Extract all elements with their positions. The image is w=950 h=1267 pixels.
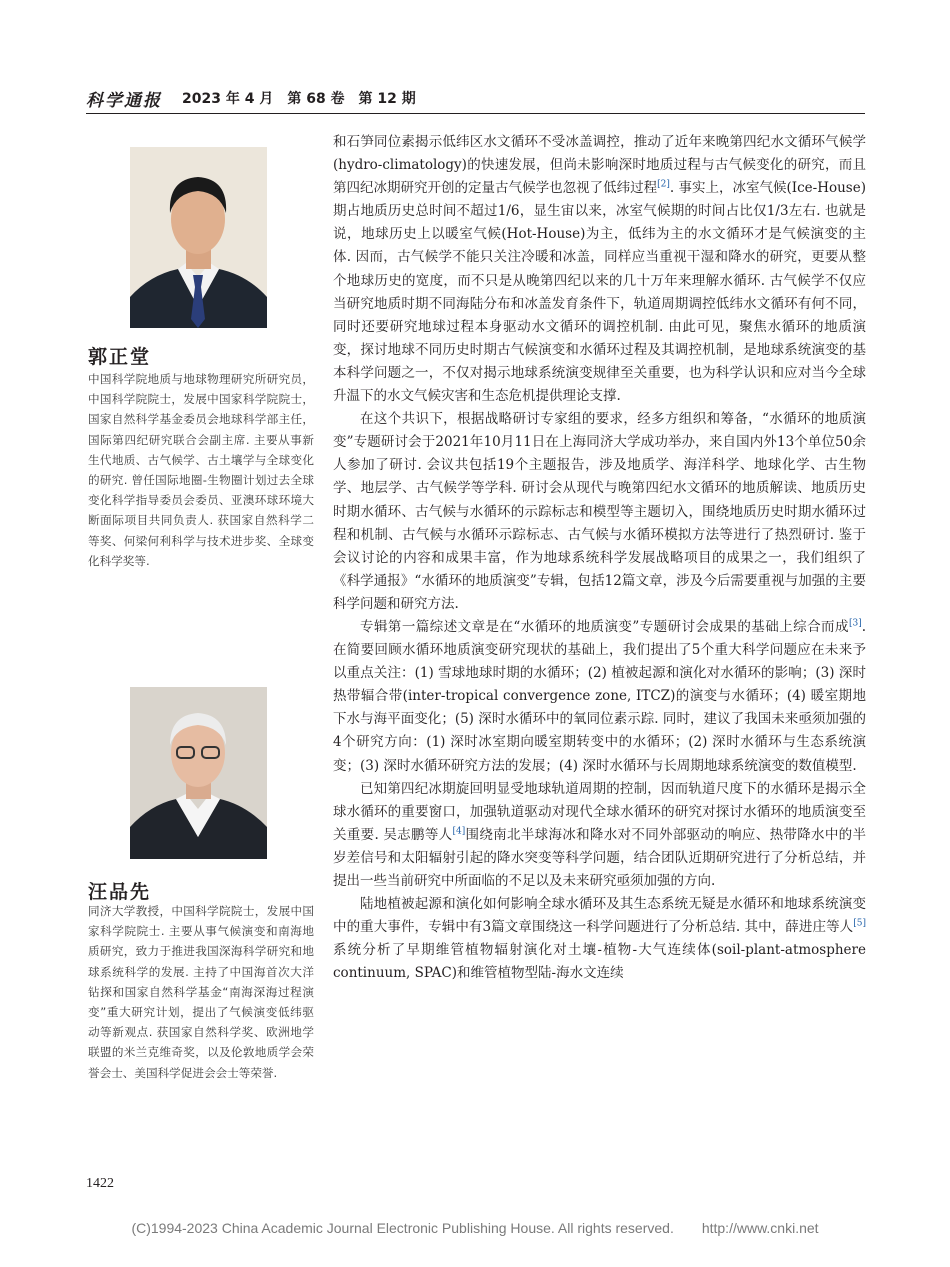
body-paragraph-2: 在这个共识下，根据战略研讨专家组的要求，经多方组织和筹备，“水循环的地质演变”专题研讨会于2021年10月11日在上海同济大学成功举办，来自国内外13个单位50余人参加了研讨. 会议共包括19个主题报告，涉及地质学、海洋科学、地球化学、古生物学、地层学、古气候学等学科. 研讨会从现代与晚第四纪水文循环的地质解读、地质历史时期水循环、古气候与水循环的示踪标志和模型等主题切入，围绕地质历史时期水循环过程和机制、古气候与水循环示踪标志、古气候与水循环模拟方法等进行了热烈研讨. 鉴于会议讨论的内容和成果丰富，作为地球系统科学发展战略项目的成果之一，我们组织了《科学通报》“水循环的地质演变”专辑，包括12篇文章，涉及今后需要重视与加强的主要科学问题和研究方法. [333, 411, 866, 612]
body-paragraph-1 [333, 131, 866, 408]
bio-name-guo: 郭正堂 [88, 346, 152, 368]
paragraph-text: 围绕南北半球海冰和降水对不同外部驱动的响应、热带降水中的半岁差信号和太阳辐射引起的降水突变等科学问题，结合团队近期研究进行了分析总结，并提出一些当前研究中所面临的不足以及未来研究亟须加强的方向. [333, 826, 866, 889]
bio-text-guo: 中国科学院地质与地球物理研究所研究员，中国科学院院士，发展中国家科学院院士，国家自然科学基金委员会地球科学部主任，国际第四纪研究联合会副主席. 主要从事新生代地质、古气候学、古土壤学与全球变化的研究. 曾任国际地圈-生物圈计划过去全球变化科学指导委员会委员、亚澳环球环境大断面际项目共同负责人. 获国家自然科学二等奖、何梁何利科学与技术进步奖、全球变化科学奖等. [88, 372, 314, 568]
paragraph-text: 系统分析了早期维管植物辐射演化对土壤-植物-大气连续体(soil-plant-atmosphere continuum, SPAC)和维管植物型陆-海水文连续 [333, 942, 866, 982]
portrait-photo-wang [130, 687, 267, 859]
copyright-footer: (C)1994-2023 China Academic Journal Electronic Publishing House. All rights reserved. http://www.cnki.net [131, 1220, 819, 1236]
portrait-wang-image [130, 687, 267, 859]
issue-info: 2023 年 4 月 第 68 卷 第 12 期 [182, 91, 416, 107]
body-paragraph-5 [333, 893, 866, 985]
portrait-photo-guo [130, 147, 267, 328]
paragraph-text: 专辑第一篇综述文章是在“水循环的地质演变”专题研讨会成果的基础上综合而成 [360, 618, 849, 635]
citation-3[interactable]: [3] [848, 618, 862, 629]
page-number: 1422 [86, 1176, 114, 1191]
paragraph-text: . 事实上，冰室气候(Ice-House)期占地质历史总时间不超过1/6，显生宙以来，冰室气候期的时间占比仅1/3左右. 也就是说，地球历史上以暖室气候(Hot-House)为主，低纬为主的水文循环才是气候演变的主体. 因而，古气候学不能只关注冷暖和冰盖，同样应当重视干湿和降水的研究，更要从整个地球历史的宽度，而不只是从晚第四纪以来的几十万年来理解水循环. 古气候学不仅应当研究地质时期不同海陆分布和冰盖发育条件下，轨道周期调控低纬水文循环有何不同，同时还要研究地球过程本身驱动水文循环的调控机制. 由此可见，聚焦水循环的地质演变，探讨地球不同历史时期古气候演变和水循环过程及其调控机制，是地球系统演变的基本科学问题之一，不仅对揭示地球系统演变规律至关重要，也为科学认识和应对当今全球升温下的水文气候灾害和生态危机提供理论支撑. [333, 180, 866, 405]
citation-2[interactable]: [2] [657, 179, 670, 190]
paragraph-text: . 在简要回顾水循环地质演变研究现状的基础上，我们提出了5个重大科学问题应在未来予以重点关注：(1) 雪球地球时期的水循环；(2) 植被起源和演化对水循环的影响；(3) 深时热带辐合带(inter-tropical convergence zone, ITCZ)的演变与水循环；(4) 暖室期地下水与海平面变化；(5) 深时水循环中的氧同位素示踪. 同时，建议了我国未来亟须加强的4个研究方向：(1) 深时冰室期向暖室期转变中的水循环；(2) 深时水循环与生态系统演变；(3) 深时水循环研究方法的发展；(4) 深时水循环与长周期地球系统演变的数值模型. [333, 618, 866, 774]
body-paragraph-3 [333, 616, 866, 778]
bio-text-wang: 同济大学教授，中国科学院院士，发展中国家科学院院士. 主要从事气候演变和南海地质研究，致力于推进我国深海科学研究和地球系统科学的发展. 主持了中国海首次大洋钻探和国家自然科学基金“南海深海过程演变”重大研究计划，提出了气候演变低纬驱动等新观点. 获国家自然科学奖、欧洲地学联盟的米兰克维奇奖，以及伦敦地质学会荣誉会士、美国科学促进会会士等荣誉. [88, 904, 314, 1080]
citation-5[interactable]: [5] [853, 918, 866, 929]
body-paragraph-4 [333, 778, 866, 893]
paragraph-text: 陆地植被起源和演化如何影响全球水循环及其生态系统无疑是水循环和地球系统演变中的重大事件，专辑中有3篇文章围绕这一科学问题进行了分析总结. 其中，薛进庄等人 [333, 896, 866, 936]
header-rule [86, 113, 865, 114]
article-body [333, 131, 866, 985]
bio-name-wang: 汪品先 [88, 881, 152, 903]
paragraph-text: 已知第四纪冰期旋回明显受地球轨道周期的控制，因而轨道尺度下的水循环是揭示全球水循环的重要窗口，加强轨道驱动对现代全球水循环的研究对探讨水循环的地质演变至关重要. 吴志鹏等人 [333, 780, 866, 843]
citation-4[interactable]: [4] [452, 826, 466, 837]
portrait-guo-image [130, 147, 267, 328]
journal-logo: 科学通报 [86, 90, 162, 111]
running-header [86, 86, 886, 110]
paragraph-text: 和石笋同位素揭示低纬区水文循环不受冰盖调控，推动了近年来晚第四纪水文循环气候学(hydro-climatology)的快速发展，但尚未影响深时地质过程与古气候变化的研究，而且第四纪冰期研究开创的定量古气候学也忽视了低纬过程 [333, 134, 866, 197]
